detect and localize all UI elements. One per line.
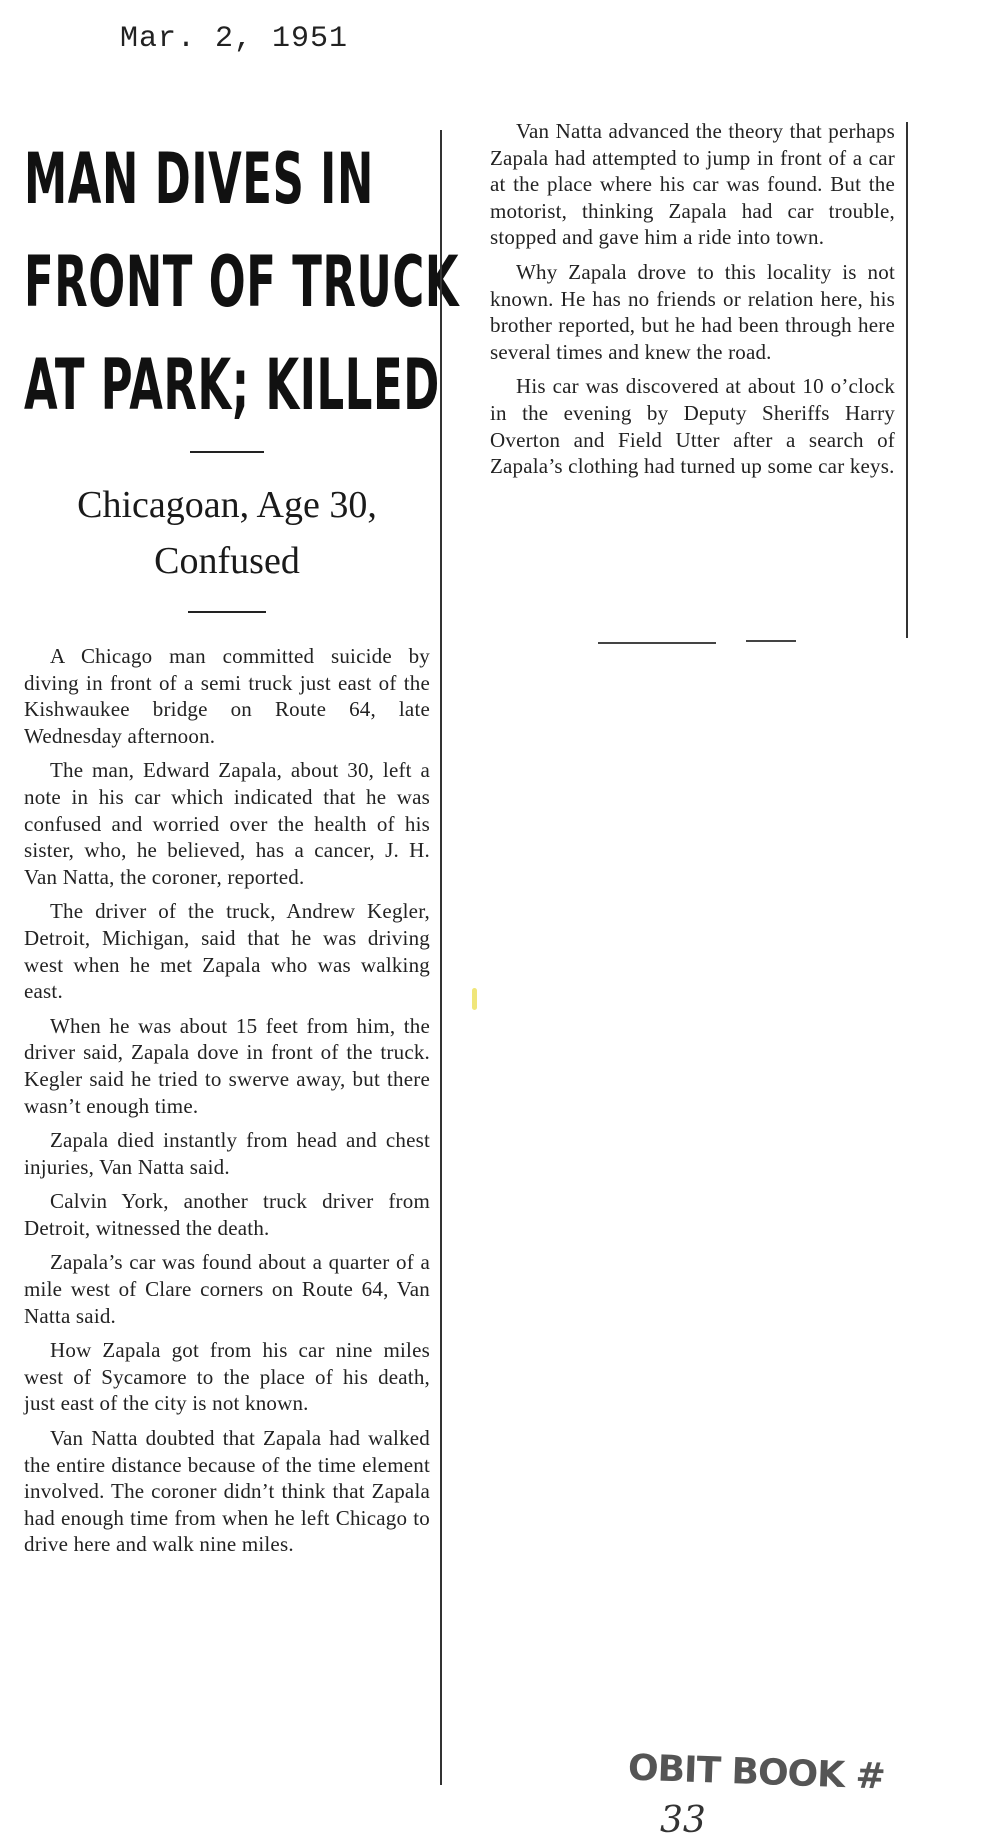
headline-line-1: MAN DIVES IN [24, 138, 374, 220]
left-column [24, 128, 460, 1566]
end-rule [598, 642, 716, 644]
subheadline-line-1: Chicagoan, Age 30, [77, 484, 377, 526]
column-rule [440, 130, 442, 1785]
paragraph: The man, Edward Zapala, about 30, left a note in his car which indicated that he was confused and worried over the health of his sister, who, he believed, has a cancer, J. H. Van Natta, the coroner, reported. [24, 758, 430, 889]
paragraph: Zapala’s car was found about a quarter of a mile west of Clare corners on Route 64, Van Natta said. [24, 1250, 430, 1328]
subheadline [24, 477, 430, 589]
subheadline-line-2: Confused [154, 540, 300, 582]
article-body-right [490, 118, 895, 480]
handwritten-number: 33 [660, 1800, 706, 1841]
end-rule-dash [746, 640, 796, 642]
obit-book-stamp: OBIT BOOK # [627, 1747, 886, 1798]
right-edge-rule [906, 122, 908, 638]
paper-speck [472, 988, 477, 1010]
paragraph: Zapala died instantly from head and chest injuries, Van Natta said. [24, 1128, 430, 1179]
paragraph: Why Zapala drove to this locality is not known. He has no friends or relation here, his brother reported, but he had been through here several times and knew the road. [490, 259, 895, 364]
paragraph: Van Natta doubted that Zapala had walked the entire distance because of the time element involved. The coroner didn’t think that Zapala had enough time from when he left Chicago to drive here and walk nine miles. [24, 1426, 430, 1557]
right-column [490, 118, 895, 488]
headline-line-3: AT PARK; KILLED [24, 344, 440, 426]
paragraph: Van Natta advanced the theory that perhaps Zapala had attempted to jump in front of a car at the place where his car was found. But the motorist, thinking Zapala had car trouble, stopped and gave him a ride into town. [490, 119, 895, 250]
clipping-date: Mar. 2, 1951 [120, 22, 349, 56]
paragraph: How Zapala got from his car nine miles west of Sycamore to the place of his death, just east of the city is not known. [24, 1338, 430, 1416]
paragraph: Calvin York, another truck driver from Detroit, witnessed the death. [24, 1189, 430, 1240]
paragraph: A Chicago man committed suicide by diving in front of a semi truck just east of the Kishwaukee bridge on Route 64, late Wednesday afternoon. [24, 644, 430, 748]
paragraph: When he was about 15 feet from him, the driver said, Zapala dove in front of the truck. Kegler said he tried to swerve away, but there wasn’t enough time. [24, 1013, 430, 1118]
paragraph: The driver of the truck, Andrew Kegler, Detroit, Michigan, said that he was driving west when he met Zapala who was walking east. [24, 899, 430, 1004]
article-body-left [24, 643, 430, 1558]
paragraph: His car was discovered at about 10 o’clock in the evening by Deputy Sheriffs Harry Overton and Field Utter after a search of Zapala’s clothing had turned up some car keys. [490, 374, 895, 479]
headline-line-2: FRONT OF TRUCK [24, 241, 460, 323]
headline [24, 128, 460, 437]
